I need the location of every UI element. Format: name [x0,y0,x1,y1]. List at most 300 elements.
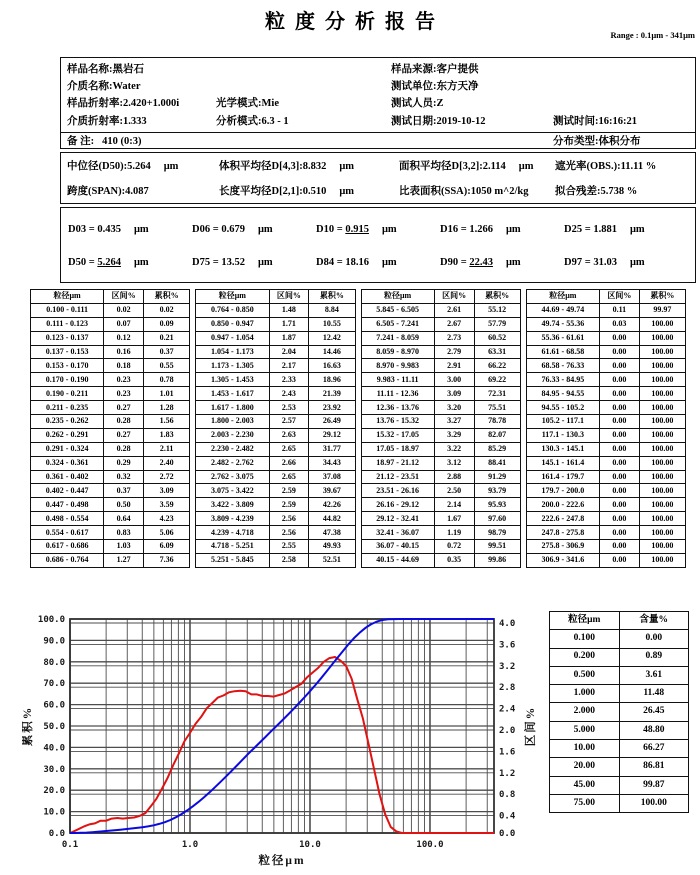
table-row [550,776,689,794]
sample-refractive-index-field: 样品折射率:2.420+1.000i [67,98,180,110]
bin-range-cell: 44.69 - 49.74 [526,303,599,317]
table-row [31,512,190,526]
table-row [550,648,689,666]
bin-interval-cell: 2.50 [434,484,474,498]
table-header-cell: 区间% [434,290,474,304]
summary-stats-box [60,152,696,204]
y-left-tick: 10.0 [43,807,65,818]
bin-interval-cell: 2.65 [269,470,309,484]
bin-interval-cell: 1.27 [104,553,144,567]
table-row [526,498,685,512]
bin-cumulative-cell: 100.00 [639,512,685,526]
bin-cumulative-cell: 3.59 [144,498,190,512]
d-value-d90: D90 = 22.43 μm [440,257,521,268]
chart-grid [70,619,494,833]
table-row [550,630,689,648]
bin-range-cell: 0.211 - 0.235 [31,401,104,415]
bin-cumulative-cell: 78.78 [474,415,520,429]
y-left-tick: 80.0 [43,657,65,668]
bin-range-cell: 1.800 - 2.003 [196,415,269,429]
table-row [361,373,520,387]
bin-range-cell: 8.059 - 8.970 [361,345,434,359]
bin-interval-cell: 2.17 [269,359,309,373]
table-row [550,740,689,758]
content-cell: 48.80 [619,721,689,739]
bin-range-cell: 4.239 - 4.718 [196,526,269,540]
bin-cumulative-cell: 1.01 [144,387,190,401]
bin-cumulative-cell: 93.79 [474,484,520,498]
d-value-unit: μm [505,257,521,268]
bin-cumulative-cell: 4.23 [144,512,190,526]
y-left-tick: 60.0 [43,700,65,711]
test-date-field: 测试日期:2019-10-12 [391,115,486,127]
bin-interval-cell: 2.04 [269,345,309,359]
table-row [196,317,355,331]
bin-cumulative-cell: 75.51 [474,401,520,415]
table-row [196,373,355,387]
table-row [361,415,520,429]
y-left-axis-title: 累积% [22,705,34,747]
content-cell: 3.61 [619,666,689,684]
table-row [526,373,685,387]
bin-range-cell: 2.762 - 3.075 [196,470,269,484]
table-row [550,703,689,721]
bin-interval-cell: 3.09 [434,387,474,401]
bin-range-cell: 247.8 - 275.8 [526,526,599,540]
table-row [361,512,520,526]
bin-cumulative-cell: 100.00 [639,359,685,373]
table-row [196,415,355,429]
tester-field: 测试人员:Z [391,98,444,110]
bin-range-cell: 0.100 - 0.111 [31,303,104,317]
bin-range-cell: 0.153 - 0.170 [31,359,104,373]
d-value-unit: μm [133,224,149,235]
d-value-d97: D97 = 31.03 μm [564,257,645,268]
d-value-number: 0.915 [345,224,369,235]
table-row [361,359,520,373]
table-header-cell: 粒径μm [31,290,104,304]
bin-range-cell: 1.453 - 1.617 [196,387,269,401]
bin-interval-cell: 2.63 [269,428,309,442]
bin-range-cell: 0.617 - 0.686 [31,540,104,554]
bin-interval-cell: 0.00 [600,470,640,484]
bin-interval-cell: 0.12 [104,331,144,345]
table-header-row [361,290,520,304]
table-row [196,470,355,484]
bin-cumulative-cell: 85.29 [474,442,520,456]
y-right-tick: 3.2 [499,661,516,672]
d-value-number: 0.435 [97,224,121,235]
bin-range-cell: 2.003 - 2.230 [196,428,269,442]
bin-interval-cell: 2.67 [434,317,474,331]
distribution-table-group [361,289,521,568]
bin-range-cell: 0.361 - 0.402 [31,470,104,484]
table-row [361,428,520,442]
bin-range-cell: 0.291 - 0.324 [31,442,104,456]
y-left-tick: 0.0 [48,829,65,839]
y-right-tick: 0.8 [499,790,516,801]
y-left-tick: 90.0 [43,636,65,647]
bin-cumulative-cell: 95.93 [474,498,520,512]
bin-cumulative-cell: 21.39 [309,387,355,401]
table-header-row [526,290,685,304]
bin-range-cell: 76.33 - 84.95 [526,373,599,387]
bin-cumulative-cell: 60.52 [474,331,520,345]
table-row [526,512,685,526]
bin-cumulative-cell: 0.78 [144,373,190,387]
bin-cumulative-cell: 100.00 [639,442,685,456]
table-header-cell: 粒径μm [361,290,434,304]
stats-row [61,154,695,179]
table-row [526,484,685,498]
bin-cumulative-cell: 2.72 [144,470,190,484]
bin-cumulative-cell: 29.12 [309,428,355,442]
d-value-unit: μm [257,257,273,268]
table-row [361,540,520,554]
table-header-cell: 区间% [600,290,640,304]
length-mean-diameter-field: 长度平均径D[2,1]:0.510 μm [219,186,355,197]
table-row [361,456,520,470]
content-cell: 100.00 [619,794,689,812]
surface-mean-diameter-field: 面积平均径D[3,2]:2.114 μm [399,161,534,172]
bin-cumulative-cell: 100.00 [639,428,685,442]
bin-range-cell: 306.9 - 341.6 [526,553,599,567]
d-value-unit: μm [133,257,149,268]
table-row [196,512,355,526]
bin-cumulative-cell: 100.00 [639,331,685,345]
bin-interval-cell: 0.27 [104,401,144,415]
table-row [196,331,355,345]
bin-range-cell: 1.617 - 1.800 [196,401,269,415]
bin-cumulative-cell: 6.09 [144,540,190,554]
table-row [31,415,190,429]
distribution-table-group [30,289,190,568]
table-row [196,387,355,401]
bin-cumulative-cell: 5.06 [144,526,190,540]
d-values-box [60,207,696,283]
remark-row [61,132,695,150]
d-value-d06: D06 = 0.679 μm [192,224,273,235]
y-right-tick: 2.0 [499,726,516,736]
bin-interval-cell: 0.00 [600,442,640,456]
y-right-tick: 2.4 [499,704,516,715]
sample-name-field: 样品名称:黑岩石 [67,64,144,75]
bin-interval-cell: 2.79 [434,345,474,359]
bin-interval-cell: 2.59 [269,498,309,512]
table-row [526,540,685,554]
bin-interval-cell: 0.00 [600,512,640,526]
bin-range-cell: 0.447 - 0.498 [31,498,104,512]
bin-range-cell: 32.41 - 36.07 [361,526,434,540]
bin-cumulative-cell: 2.40 [144,456,190,470]
d-value-unit: μm [381,224,397,235]
bin-interval-cell: 0.28 [104,415,144,429]
table-header-cell: 累积% [474,290,520,304]
table-row [196,401,355,415]
bin-cumulative-cell: 100.00 [639,373,685,387]
sample-info-box [60,57,696,149]
bin-range-cell: 7.241 - 8.059 [361,331,434,345]
remark-field: 备 注: 410 (0:3) [67,135,142,147]
bin-interval-cell: 2.65 [269,442,309,456]
bin-interval-cell: 0.16 [104,345,144,359]
size-cell: 0.500 [550,666,620,684]
table-row [526,526,685,540]
bin-cumulative-cell: 0.37 [144,345,190,359]
bin-cumulative-cell: 34.43 [309,456,355,470]
table-header-cell: 粒径μm [526,290,599,304]
size-cell: 1.000 [550,685,620,703]
bin-range-cell: 6.505 - 7.241 [361,317,434,331]
d-value-d50: D50 = 5.264 μm [68,257,149,268]
table-header-cell: 区间% [104,290,144,304]
d-values-row [61,246,695,279]
y-left-tick: 50.0 [43,722,65,732]
bin-cumulative-cell: 100.00 [639,484,685,498]
bin-interval-cell: 0.23 [104,387,144,401]
table-row [31,331,190,345]
bin-interval-cell: 2.56 [269,512,309,526]
median-diameter-field: 中位径(D50):5.264 μm [67,161,179,172]
bin-interval-cell: 1.19 [434,526,474,540]
size-cell: 5.000 [550,721,620,739]
bin-range-cell: 145.1 - 161.4 [526,456,599,470]
bin-cumulative-cell: 12.42 [309,331,355,345]
size-cell: 0.200 [550,648,620,666]
table-row [361,442,520,456]
y-right-axis-title: 区间% [525,705,537,747]
bin-cumulative-cell: 52.51 [309,553,355,567]
bin-interval-cell: 0.00 [600,484,640,498]
bin-range-cell: 275.8 - 306.9 [526,540,599,554]
bin-cumulative-cell: 100.00 [639,540,685,554]
d-values-row [61,213,695,246]
table-row [526,387,685,401]
bin-range-cell: 11.11 - 12.36 [361,387,434,401]
bin-cumulative-cell: 100.00 [639,498,685,512]
table-row [196,345,355,359]
optical-mode-field: 光学模式:Mie [216,98,279,110]
y-left-tick: 30.0 [43,764,65,775]
table-row [196,456,355,470]
bin-interval-cell: 0.23 [104,373,144,387]
table-row [31,428,190,442]
bin-interval-cell: 0.00 [600,415,640,429]
table-row [196,303,355,317]
bin-interval-cell: 0.83 [104,526,144,540]
bin-interval-cell: 2.88 [434,470,474,484]
content-cell: 11.48 [619,685,689,703]
content-cell: 66.27 [619,740,689,758]
bin-range-cell: 0.111 - 0.123 [31,317,104,331]
table-header-row [550,612,689,630]
table-header-row [196,290,355,304]
bin-range-cell: 0.686 - 0.764 [31,553,104,567]
bin-interval-cell: 0.29 [104,456,144,470]
content-table-grid [549,611,689,813]
bin-range-cell: 161.4 - 179.7 [526,470,599,484]
bin-cumulative-cell: 99.51 [474,540,520,554]
bin-cumulative-cell: 8.84 [309,303,355,317]
table-row [196,498,355,512]
bin-cumulative-cell: 42.26 [309,498,355,512]
table-row [361,401,520,415]
bin-interval-cell: 0.00 [600,387,640,401]
bin-cumulative-cell: 0.21 [144,331,190,345]
specific-surface-area-field: 比表面积(SSA):1050 m^2/kg [399,186,529,197]
info-row [61,113,695,130]
analysis-mode-field: 分析模式:6.3 - 1 [216,115,289,127]
table-row [31,345,190,359]
table-row [196,553,355,567]
table-row [196,484,355,498]
table-row [31,317,190,331]
bin-cumulative-cell: 37.08 [309,470,355,484]
x-axis-title: 粒径μm [258,855,306,867]
table-header-cell: 粒径μm [550,612,620,630]
bin-cumulative-cell: 7.36 [144,553,190,567]
y-right-tick: 3.6 [499,640,516,651]
table-row [526,331,685,345]
d-value-d10: D10 = 0.915 μm [316,224,397,235]
table-row [196,540,355,554]
table-header-cell: 累积% [144,290,190,304]
table-row [361,387,520,401]
bin-range-cell: 0.170 - 0.190 [31,373,104,387]
distribution-type-field: 分布类型:体积分布 [553,135,641,147]
table-row [361,553,520,567]
table-row [31,373,190,387]
test-time-field: 测试时间:16:16:21 [553,115,637,127]
bin-interval-cell: 3.12 [434,456,474,470]
bin-cumulative-cell: 100.00 [639,553,685,567]
d-value-d16: D16 = 1.266 μm [440,224,521,235]
bin-interval-cell: 2.14 [434,498,474,512]
bin-cumulative-cell: 100.00 [639,526,685,540]
size-cell: 75.00 [550,794,620,812]
table-row [361,484,520,498]
bin-interval-cell: 0.35 [434,553,474,567]
bin-cumulative-cell: 100.00 [639,456,685,470]
y-right-tick: 2.8 [499,683,516,694]
bin-range-cell: 23.51 - 26.16 [361,484,434,498]
bin-cumulative-cell: 100.00 [639,401,685,415]
table-row [550,685,689,703]
bin-range-cell: 0.947 - 1.054 [196,331,269,345]
bin-range-cell: 18.97 - 21.12 [361,456,434,470]
bin-interval-cell: 2.91 [434,359,474,373]
content-cell: 26.45 [619,703,689,721]
y-right-tick: 1.2 [499,768,516,779]
table-row [31,456,190,470]
table-row [31,401,190,415]
bin-interval-cell: 3.00 [434,373,474,387]
bin-range-cell: 130.3 - 145.1 [526,442,599,456]
bin-interval-cell: 3.29 [434,428,474,442]
bin-interval-cell: 2.59 [269,484,309,498]
page-title: 粒度分析报告 [265,11,445,33]
y-right-tick: 4.0 [499,619,516,629]
table-row [31,526,190,540]
bin-cumulative-cell: 91.29 [474,470,520,484]
bin-range-cell: 1.054 - 1.173 [196,345,269,359]
table-row [31,303,190,317]
bin-interval-cell: 2.58 [269,553,309,567]
table-row [196,526,355,540]
bin-range-cell: 3.422 - 3.809 [196,498,269,512]
table-row [361,331,520,345]
chart-tick-labels [22,615,537,867]
table-row [361,345,520,359]
x-tick: 10.0 [299,840,321,850]
size-cell: 0.100 [550,630,620,648]
bin-cumulative-cell: 1.28 [144,401,190,415]
bin-range-cell: 3.809 - 4.239 [196,512,269,526]
d-value-number: 18.16 [345,257,369,268]
bin-cumulative-cell: 0.02 [144,303,190,317]
table-row [361,498,520,512]
medium-name-field: 介质名称:Water [67,81,141,93]
obscuration-field: 遮光率(OBS.):11.11 % [555,161,657,172]
size-cell: 45.00 [550,776,620,794]
d-value-unit: μm [629,224,645,235]
bin-range-cell: 200.0 - 222.6 [526,498,599,512]
d-value-number: 22.43 [469,257,493,268]
test-org-field: 测试单位:东方天净 [391,81,479,93]
bin-interval-cell: 0.00 [600,553,640,567]
table-row [526,359,685,373]
table-row [550,794,689,812]
bin-range-cell: 12.36 - 13.76 [361,401,434,415]
bin-interval-cell: 0.00 [600,540,640,554]
x-tick: 100.0 [416,840,444,850]
bin-cumulative-cell: 99.97 [639,303,685,317]
bin-cumulative-cell: 1.56 [144,415,190,429]
bin-interval-cell: 0.00 [600,456,640,470]
table-row [361,526,520,540]
bin-range-cell: 15.32 - 17.05 [361,428,434,442]
bin-interval-cell: 0.00 [600,526,640,540]
bin-range-cell: 94.55 - 105.2 [526,401,599,415]
sample-source-field: 样品来源:客户提供 [391,64,479,75]
bin-interval-cell: 3.20 [434,401,474,415]
distribution-table-group [195,289,355,568]
d-value-number: 0.679 [221,224,245,235]
bin-cumulative-cell: 88.41 [474,456,520,470]
d-value-number: 31.03 [593,257,617,268]
y-right-tick: 0.0 [499,829,516,839]
bin-range-cell: 0.123 - 0.137 [31,331,104,345]
table-header-cell: 累积% [309,290,355,304]
content-cell: 86.81 [619,758,689,776]
bin-interval-cell: 0.00 [600,345,640,359]
bin-range-cell: 9.983 - 11.11 [361,373,434,387]
bin-interval-cell: 0.28 [104,442,144,456]
stats-row [61,179,695,204]
bin-cumulative-cell: 100.00 [639,415,685,429]
d-value-d75: D75 = 13.52 μm [192,257,273,268]
table-row [526,345,685,359]
bin-cumulative-cell: 100.00 [639,387,685,401]
table-row [526,456,685,470]
bin-range-cell: 26.16 - 29.12 [361,498,434,512]
bin-cumulative-cell: 55.12 [474,303,520,317]
table-header-cell: 区间% [269,290,309,304]
bin-interval-cell: 1.71 [269,317,309,331]
info-row [61,95,695,112]
bin-interval-cell: 0.32 [104,470,144,484]
bin-range-cell: 0.402 - 0.447 [31,484,104,498]
